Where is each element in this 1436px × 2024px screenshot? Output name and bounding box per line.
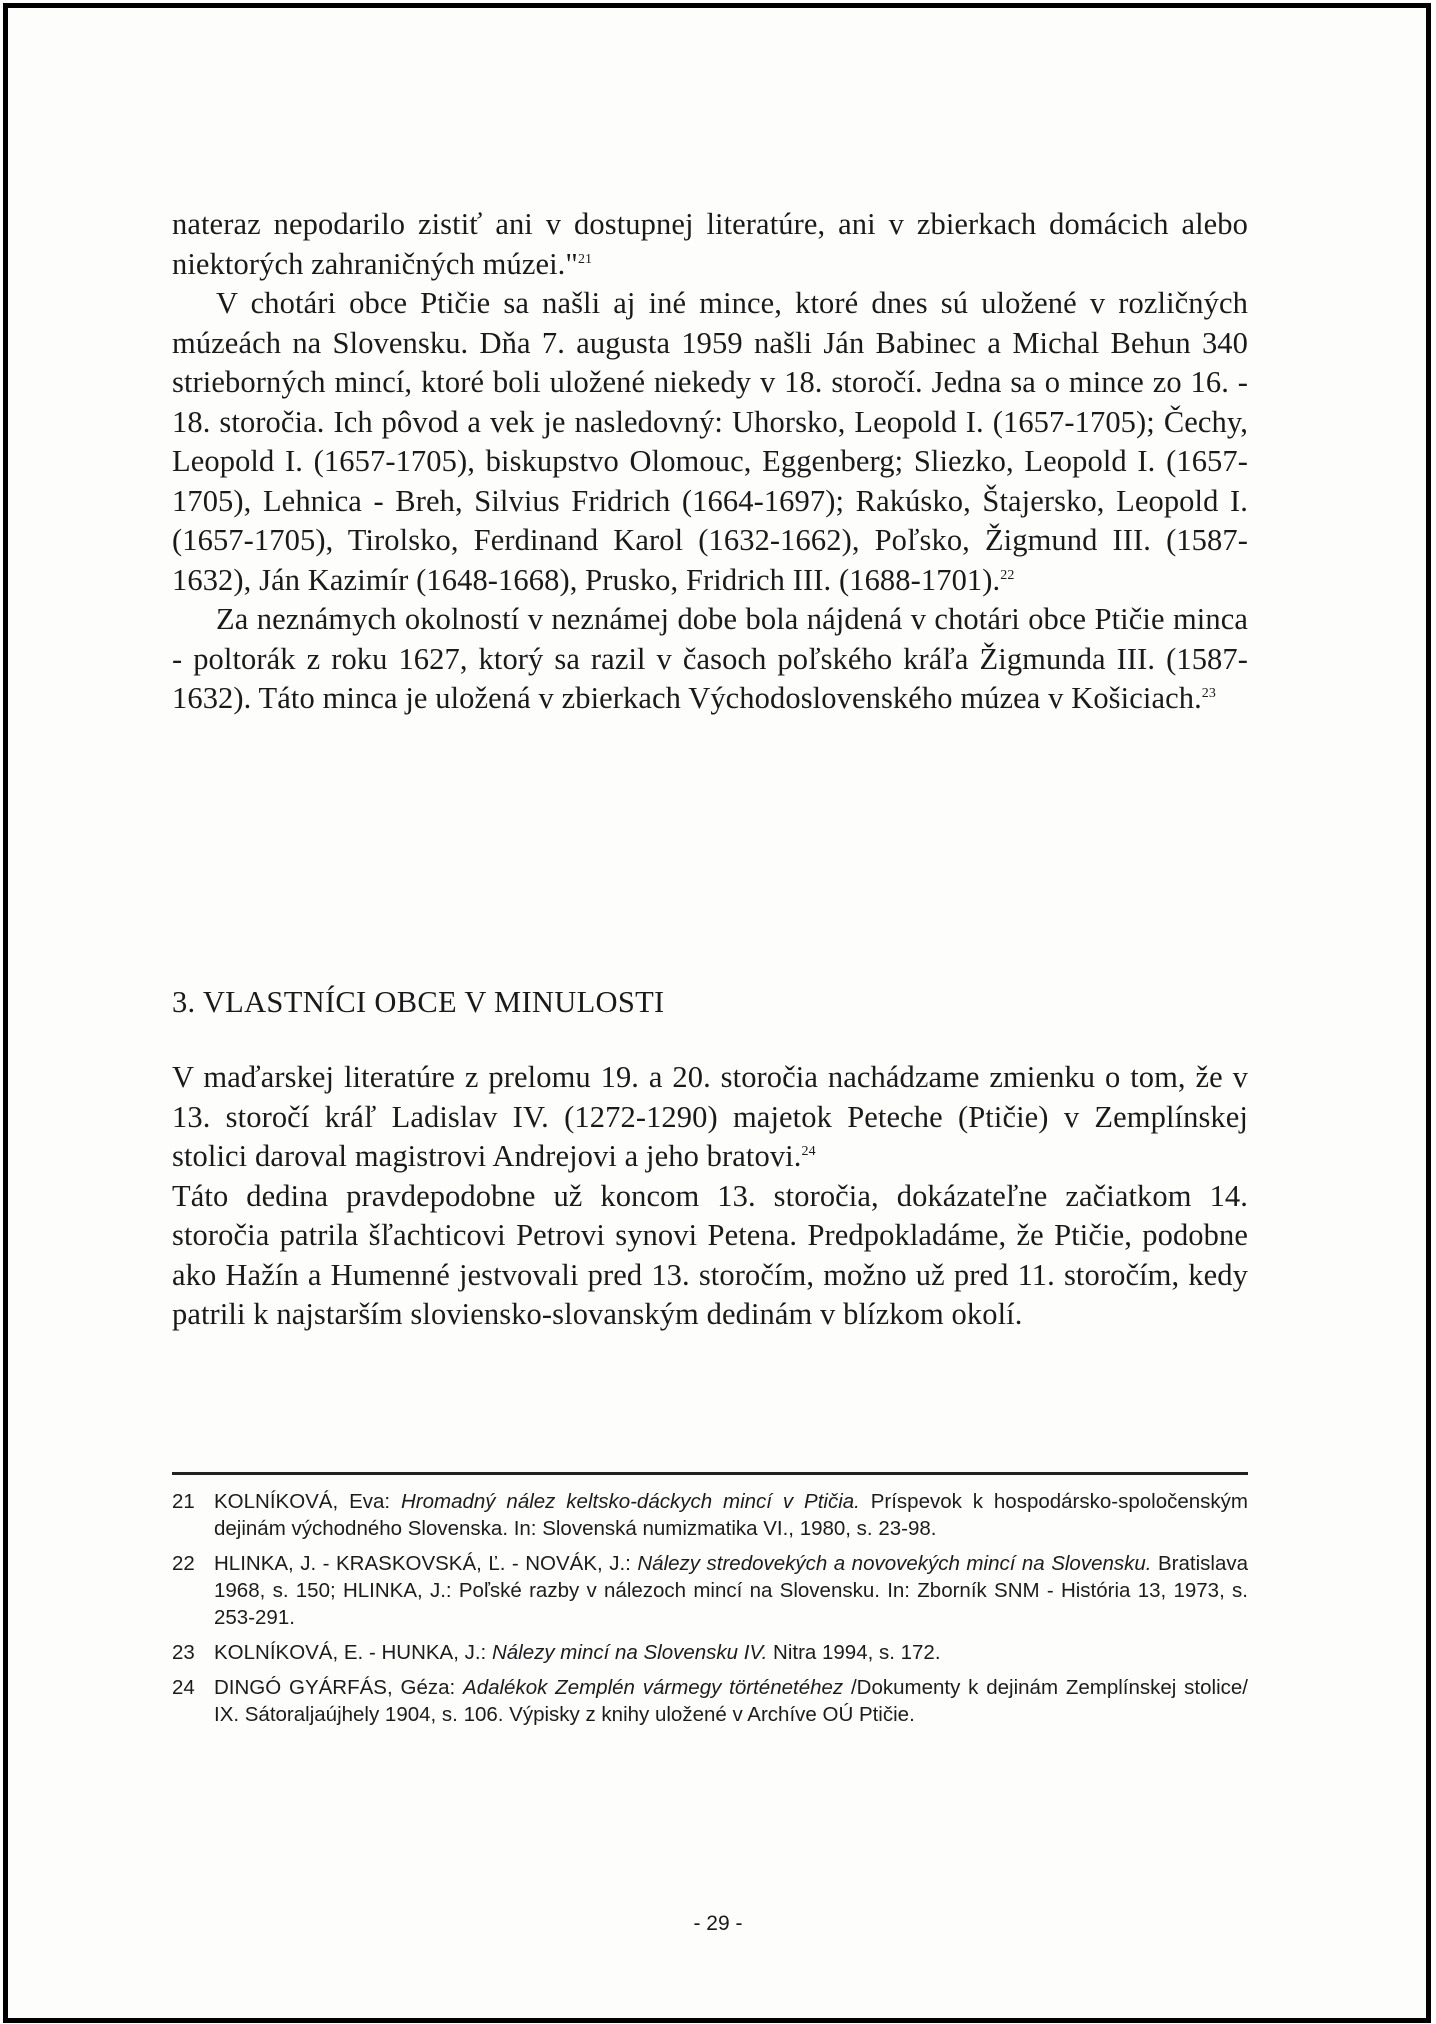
footnote-rest: Bratislava 1968, s. 150; HLINKA, J.: Poľské razby v nálezoch mincí na Slovensku. In: Zborník SNM - História 13, 1973, s. 253-291. [214,1552,1249,1629]
footnote-number: 24 [172,1676,195,1699]
footnote-ref: 22 [1000,567,1015,583]
paragraph-text: nateraz nepodarilo zistiť ani v dostupnej literatúre, ani v zbierkach domácich alebo niektorých zahraničných múzei." [172,207,1248,281]
paragraph-poltorak [172,600,1248,719]
paragraph-coins [172,284,1248,600]
footnote-rest: Nitra 1994, s. 172. [767,1641,941,1664]
footnote-number: 21 [172,1490,195,1513]
section-text-block [172,1058,1248,1335]
footnote-text [214,1488,1248,1542]
footnote-text [214,1639,1248,1666]
section-heading: 3. VLASTNÍCI OBCE V MINULOSTI [172,985,665,1019]
paragraph-text: Táto dedina pravdepodobne už koncom 13. storočia, dokázateľne začiatkom 14. storočia patrila šľachticovi Petrovi synovi Petena. Predpokladáme, že Ptičie, podobne ako Hažín a Humenné jestvovali pred 13. storočím, možno už pred 11. storočím, kedy patrili k najstarším sloviensko-slovanským dedinám v blízkom okolí. [172,1178,1248,1331]
footnote-author: KOLNÍKOVÁ, E. - HUNKA, J.: [214,1641,492,1664]
paragraph-text: Za neznámych okolností v neznámej dobe bola nájdená v chotári obce Ptičie minca - poltorák z roku 1627, ktorý sa razil v časoch poľského kráľa Žigmunda III. (1587-1632). Táto minca je uložená v zbierkach Východoslovenského múzea v Košiciach. [172,602,1248,715]
footnote-rest: /Dokumenty k dejinám Zemplínskej stolice/ IX. Sátoraljaújhely 1904, s. 106. Výpisky z knihy uložené v Archíve OÚ Ptičie. [214,1676,1248,1726]
footnote-title: Adalékok Zemplén vármegy történetéhez [463,1676,844,1699]
footnote-title: Hromadný nález keltsko-dáckych mincí v Ptičia. [400,1490,860,1513]
paragraph-text: V chotári obce Ptičie sa našli aj iné mince, ktoré dnes sú uložené v rozličných múzeách na Slovensku. Dňa 7. augusta 1959 našli Ján Babinec a Michal Behun 340 strieborných mincí, ktoré boli uložené niekedy v 18. storočí. Jedna sa o mince zo 16. - 18. storočia. Ich pôvod a vek je nasledovný: Uhorsko, Leopold I. (1657-1705); Čechy, Leopold I. (1657-1705), biskupstvo Olomouc, Eggenberg; Sliezko, Leopold I. (1657-1705), Lehnica - Breh, Silvius Fridrich (1664-1697); Rakúsko, Štajersko, Leopold I. (1657-1705), Tirolsko, Ferdinand Karol (1632-1662), Poľsko, Žigmund III. (1587-1632), Ján Kazimír (1648-1668), Prusko, Fridrich III. (1688-1701). [172,286,1248,597]
footnote-title: Nálezy mincí na Slovensku IV. [491,1641,768,1664]
footnote-author: HLINKA, J. - KRASKOVSKÁ, Ľ. - NOVÁK, J.: [214,1552,638,1575]
footnotes [172,1488,1248,1736]
footnote-24 [172,1674,1248,1728]
footnote-text [214,1674,1248,1728]
footnote-number: 22 [172,1552,195,1575]
footnote-author: KOLNÍKOVÁ, Eva: [214,1490,401,1513]
paragraph-text: V maďarskej literatúre z prelomu 19. a 20. storočia nachádzame zmienku o tom, že v 13. storočí kráľ Ladislav IV. (1272-1290) majetok Peteche (Ptičie) v Zemplínskej stolici daroval magistrovi Andrejovi a jeho bratovi. [172,1060,1248,1173]
paragraph-village [172,1177,1248,1335]
footnote-author: DINGÓ GYÁRFÁS, Géza: [214,1676,464,1699]
page-number: - 29 - [693,1912,743,1935]
paragraph-owners [172,1058,1248,1177]
footnote-22 [172,1550,1248,1631]
footnote-ref: 21 [577,251,593,267]
footnote-21 [172,1488,1248,1542]
footnote-number: 23 [172,1641,195,1664]
main-text-block [172,205,1248,719]
footnote-23 [172,1639,1248,1666]
footnote-text [214,1550,1248,1631]
paragraph-continuation [172,205,1248,284]
footnote-ref: 23 [1201,685,1216,701]
footnote-ref: 24 [801,1143,816,1159]
footnote-title: Nálezy stredovekých a novovekých mincí na Slovensku. [637,1552,1152,1575]
footnote-rest: Príspevok k hospodársko-spoločenským dejinám východného Slovenska. In: Slovenská numizmatika VI., 1980, s. 23-98. [214,1490,1248,1540]
footnote-rule [172,1472,1248,1475]
section-heading-wrap [172,982,1248,1022]
